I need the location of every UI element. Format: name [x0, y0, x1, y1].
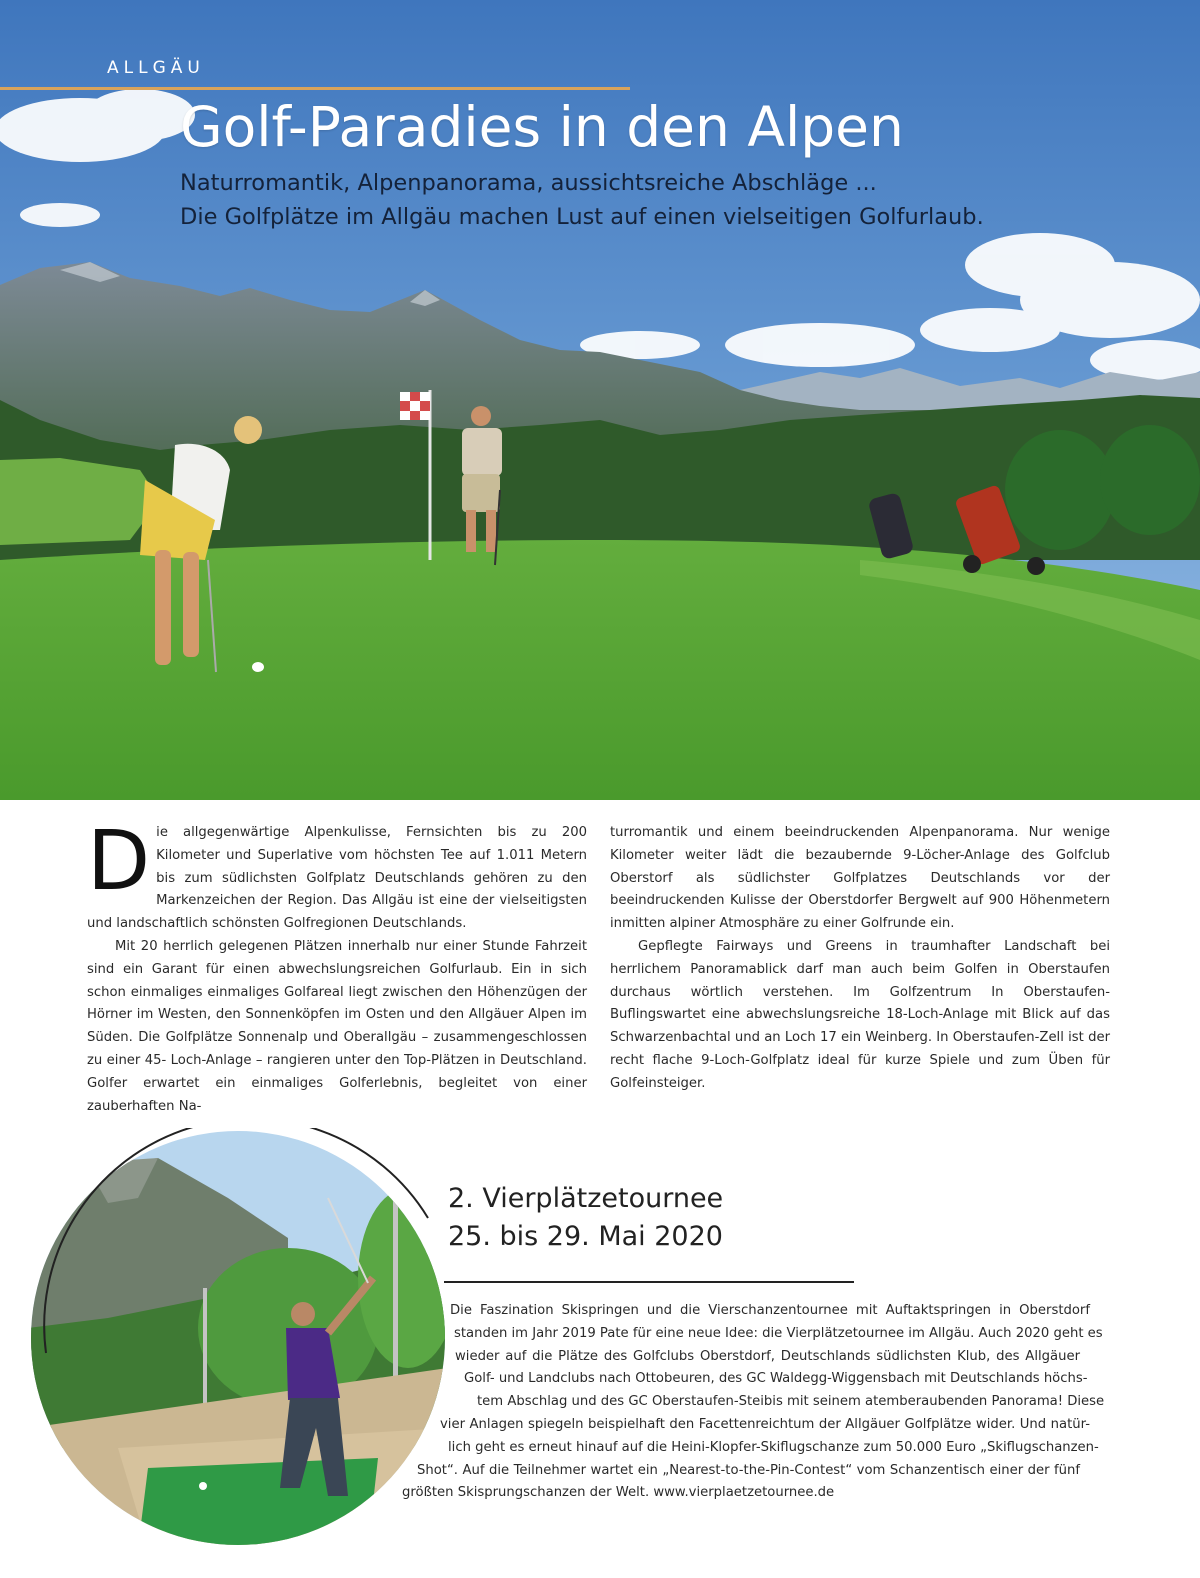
subtitle-line-2: Die Golfplätze im Allgäu machen Lust auf einen vielseitigen Golfurlaub. [180, 204, 984, 230]
event-line-4: Golf- und Landclubs nach Ottobeuren, des GC Waldegg-Wiggensbach mit Deutschlands höchs- [464, 1371, 1088, 1387]
subtitle [180, 166, 984, 234]
event-dates: 25. bis 29. Mai 2020 [448, 1221, 723, 1252]
kicker-rule [0, 87, 630, 90]
paragraph-4: Gepflegte Fairways und Greens in traumhafter Landschaft bei herrlichem Panoramablick darf man auch beim Golfen in Oberstaufen durchaus wörtlich verstehen. Im Golfzentrum In Oberstaufen-Buflingswartet eine abwechslungsreiche 18-Loch-Anlage mit Blick auf das Schwarzenbachtal und an Loch 17 ein Weinberg. In Oberstaufen-Zell ist der recht flache 9-Loch-Golfplatz ideal für kurze Spiele und zum Üben für Golfeinsteiger. [610, 938, 1110, 1091]
section-kicker: ALLGÄU [107, 58, 205, 78]
subtitle-line-1: Naturromantik, Alpenpanorama, aussichtsreiche Abschläge ... [180, 170, 877, 196]
event-line-1: Die Faszination Skispringen und die Vierschanzentournee mit Auftaktspringen in Oberstdorf [450, 1303, 1090, 1318]
paragraph-2: Mit 20 herrlich gelegenen Plätzen innerhalb nur einer Stunde Fahrzeit sind ein Garant für einen abwechslungsreichen Golfurlaub. Ein in sich schon einmaliges einmaliges Golfareal liegt zwischen den Höhenzügen der Hörner im Westen, den Sonnenköpfen im Osten und den Allgäuer Alpen im Süden. Die Golfplätze Sonnenalp und Oberallgäu – zusammengeschlossen zu einer 45- Loch-Anlage – rangieren unter den Top-Plätzen in Deutschland. Golfer erwartet ein einmaliges Golferlebnis, begleitet von einer zauberhaften Na- [87, 938, 587, 1114]
event-line-5: tem Abschlag und des GC Oberstaufen-Steibis mit seinem atemberaubenden Panorama! Diese [477, 1394, 1105, 1410]
drop-cap: D [87, 814, 151, 909]
event-description [400, 1300, 1105, 1505]
event-line-9[interactable]: größten Skisprungschanzen der Welt. www.vierplaetzetournee.de [402, 1485, 835, 1501]
green [0, 540, 1200, 800]
event-line-2: standen im Jahr 2019 Pate für eine neue Idee: die Vierplätzetournee im Allgäu. Auch 2020 geht es [454, 1325, 1103, 1341]
event-line-3: wieder auf die Plätze des Golfclubs Oberstdorf, Deutschlands südlichsten Klub, des Allgäuer [455, 1348, 1080, 1364]
event-rule [444, 1281, 854, 1283]
event-heading [448, 1180, 723, 1256]
article-column-right [610, 822, 1110, 1096]
circular-photo [28, 1128, 448, 1548]
paragraph-1-text: ie allgegenwärtige Alpenkulisse, Fernsichten bis zu 200 Kilometer und Superlative vom höchsten Tee auf 1.011 Metern bis zum südlichsten Golfplatz Deutschlands gehören zu den Markenzeichen der Region. Das Allgäu ist eine der vielseitigsten und landschaftlich schönsten Golfregionen Deutschlands. [87, 825, 587, 932]
event-title: 2. Vierplätzetournee [448, 1183, 724, 1214]
article-column-left [87, 814, 587, 1118]
ski-jump-golfer-illustration [28, 1128, 448, 1548]
event-line-6: vier Anlagen spiegeln beispielhaft den Facettenreichtum der Allgäuer Golfplätze wider. Und natür- [440, 1416, 1090, 1432]
paragraph-3: turromantik und einem beeindruckenden Alpenpanorama. Nur wenige Kilometer weiter lädt die bezaubernde 9-Löcher-Anlage des Golfclub Oberstorf als südlichster Golfplatzes Deutschlands vor der beeindruckenden Kulisse der Oberstdorfer Bergwelt auf 900 Höhenmetern inmitten alpiner Atmosphäre zu einer Golfrunde ein. [610, 825, 1110, 932]
paragraph-1 [87, 814, 587, 936]
event-line-8: Shot“. Auf die Teilnehmer wartet ein „Nearest-to-the-Pin-Contest“ vom Schanzentisch einer der fünf [417, 1462, 1080, 1478]
page-title: Golf-Paradies in den Alpen [180, 95, 904, 159]
event-line-7: lich geht es erneut hinauf auf die Heini-Klopfer-Skiflugschanze zum 50.000 Euro „Skiflugschanzen- [448, 1439, 1099, 1455]
